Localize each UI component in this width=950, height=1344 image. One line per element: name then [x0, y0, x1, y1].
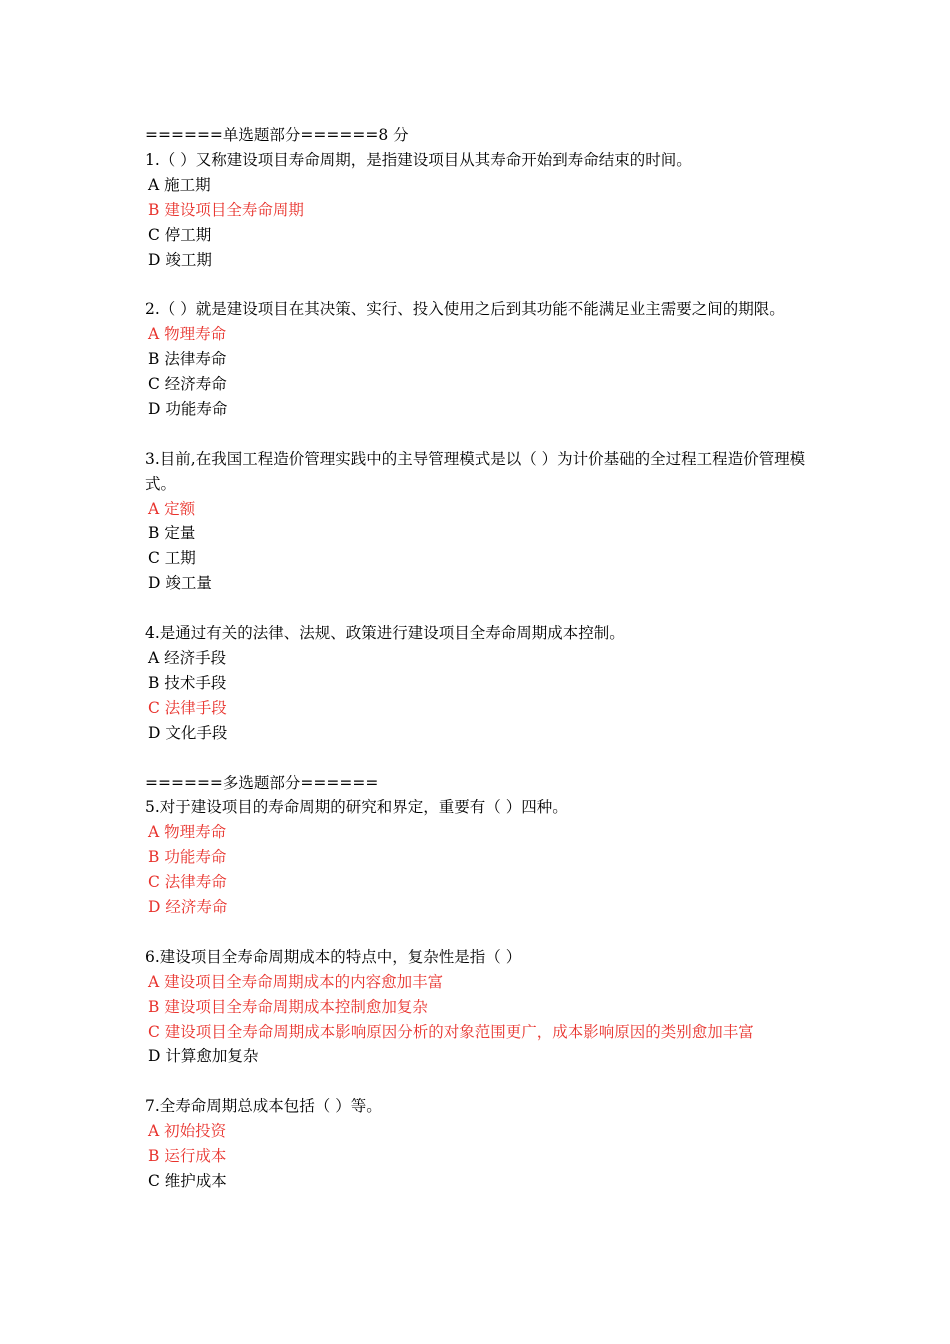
question-3	[145, 447, 825, 596]
spacer	[145, 272, 825, 297]
spacer	[145, 1069, 825, 1094]
question-text: 5.对于建设项目的寿命周期的研究和界定，重要有（ ）四种。	[145, 798, 568, 817]
option-b: B 建设项目全寿命周期	[148, 200, 304, 219]
option-d: D 竣工期	[148, 250, 212, 269]
question-text: 6.建设项目全寿命周期成本的特点中，复杂性是指（ ）	[145, 947, 522, 966]
single-choice-section-header: ======单选题部分======8 分	[145, 126, 409, 144]
question-7	[145, 1094, 825, 1194]
option-a: A 定额	[148, 499, 196, 518]
spacer	[145, 920, 825, 945]
option-c: C 经济寿命	[148, 375, 227, 394]
option-d: D 计算愈加复杂	[148, 1047, 259, 1066]
option-d: D 文化手段	[148, 723, 228, 742]
spacer	[145, 596, 825, 621]
option-d: D 功能寿命	[148, 399, 228, 418]
option-b: B 功能寿命	[148, 848, 227, 867]
question-text: 4.是通过有关的法律、法规、政策进行建设项目全寿命周期成本控制。	[145, 624, 625, 643]
option-a: A 建设项目全寿命周期成本的内容愈加丰富	[148, 972, 444, 991]
option-a: A 初始投资	[148, 1122, 227, 1141]
spacer	[145, 422, 825, 447]
question-text: 7.全寿命周期总成本包括（ ）等。	[145, 1097, 382, 1116]
option-c: C 建设项目全寿命周期成本影响原因分析的对象范围更广，成本影响原因的类别愈加丰富	[148, 1022, 754, 1041]
option-d: D 竣工量	[148, 574, 212, 593]
option-a: A 施工期	[148, 175, 211, 194]
option-a: A 经济手段	[148, 648, 227, 667]
multi-choice-section-header: ======多选题部分======	[145, 773, 379, 792]
question-5	[145, 795, 825, 920]
spacer	[145, 746, 825, 771]
document-page	[145, 123, 825, 1194]
option-a: A 物理寿命	[148, 823, 227, 842]
question-2	[145, 297, 825, 422]
option-d: D 经济寿命	[148, 898, 228, 917]
option-c: C 工期	[148, 549, 196, 568]
option-a: A 物理寿命	[148, 325, 227, 344]
option-b: B 建设项目全寿命周期成本控制愈加复杂	[148, 997, 428, 1016]
option-b: B 定量	[148, 524, 196, 543]
option-b: B 技术手段	[148, 673, 227, 692]
option-c: C 停工期	[148, 225, 212, 244]
question-1	[145, 148, 825, 273]
option-c: C 维护成本	[148, 1171, 227, 1190]
question-4	[145, 621, 825, 746]
option-b: B 运行成本	[148, 1147, 227, 1166]
option-b: B 法律寿命	[148, 350, 227, 369]
option-c: C 法律手段	[148, 698, 227, 717]
question-text: 1.（ ）又称建设项目寿命周期，是指建设项目从其寿命开始到寿命结束的时间。	[145, 150, 692, 169]
question-text: 3.目前,在我国工程造价管理实践中的主导管理模式是以（ ）为计价基础的全过程工程造价管理模式。	[145, 449, 806, 493]
question-text: 2.（ ）就是建设项目在其决策、实行、投入使用之后到其功能不能满足业主需要之间的期限。	[145, 300, 785, 319]
option-c: C 法律寿命	[148, 873, 227, 892]
question-6	[145, 945, 825, 1070]
